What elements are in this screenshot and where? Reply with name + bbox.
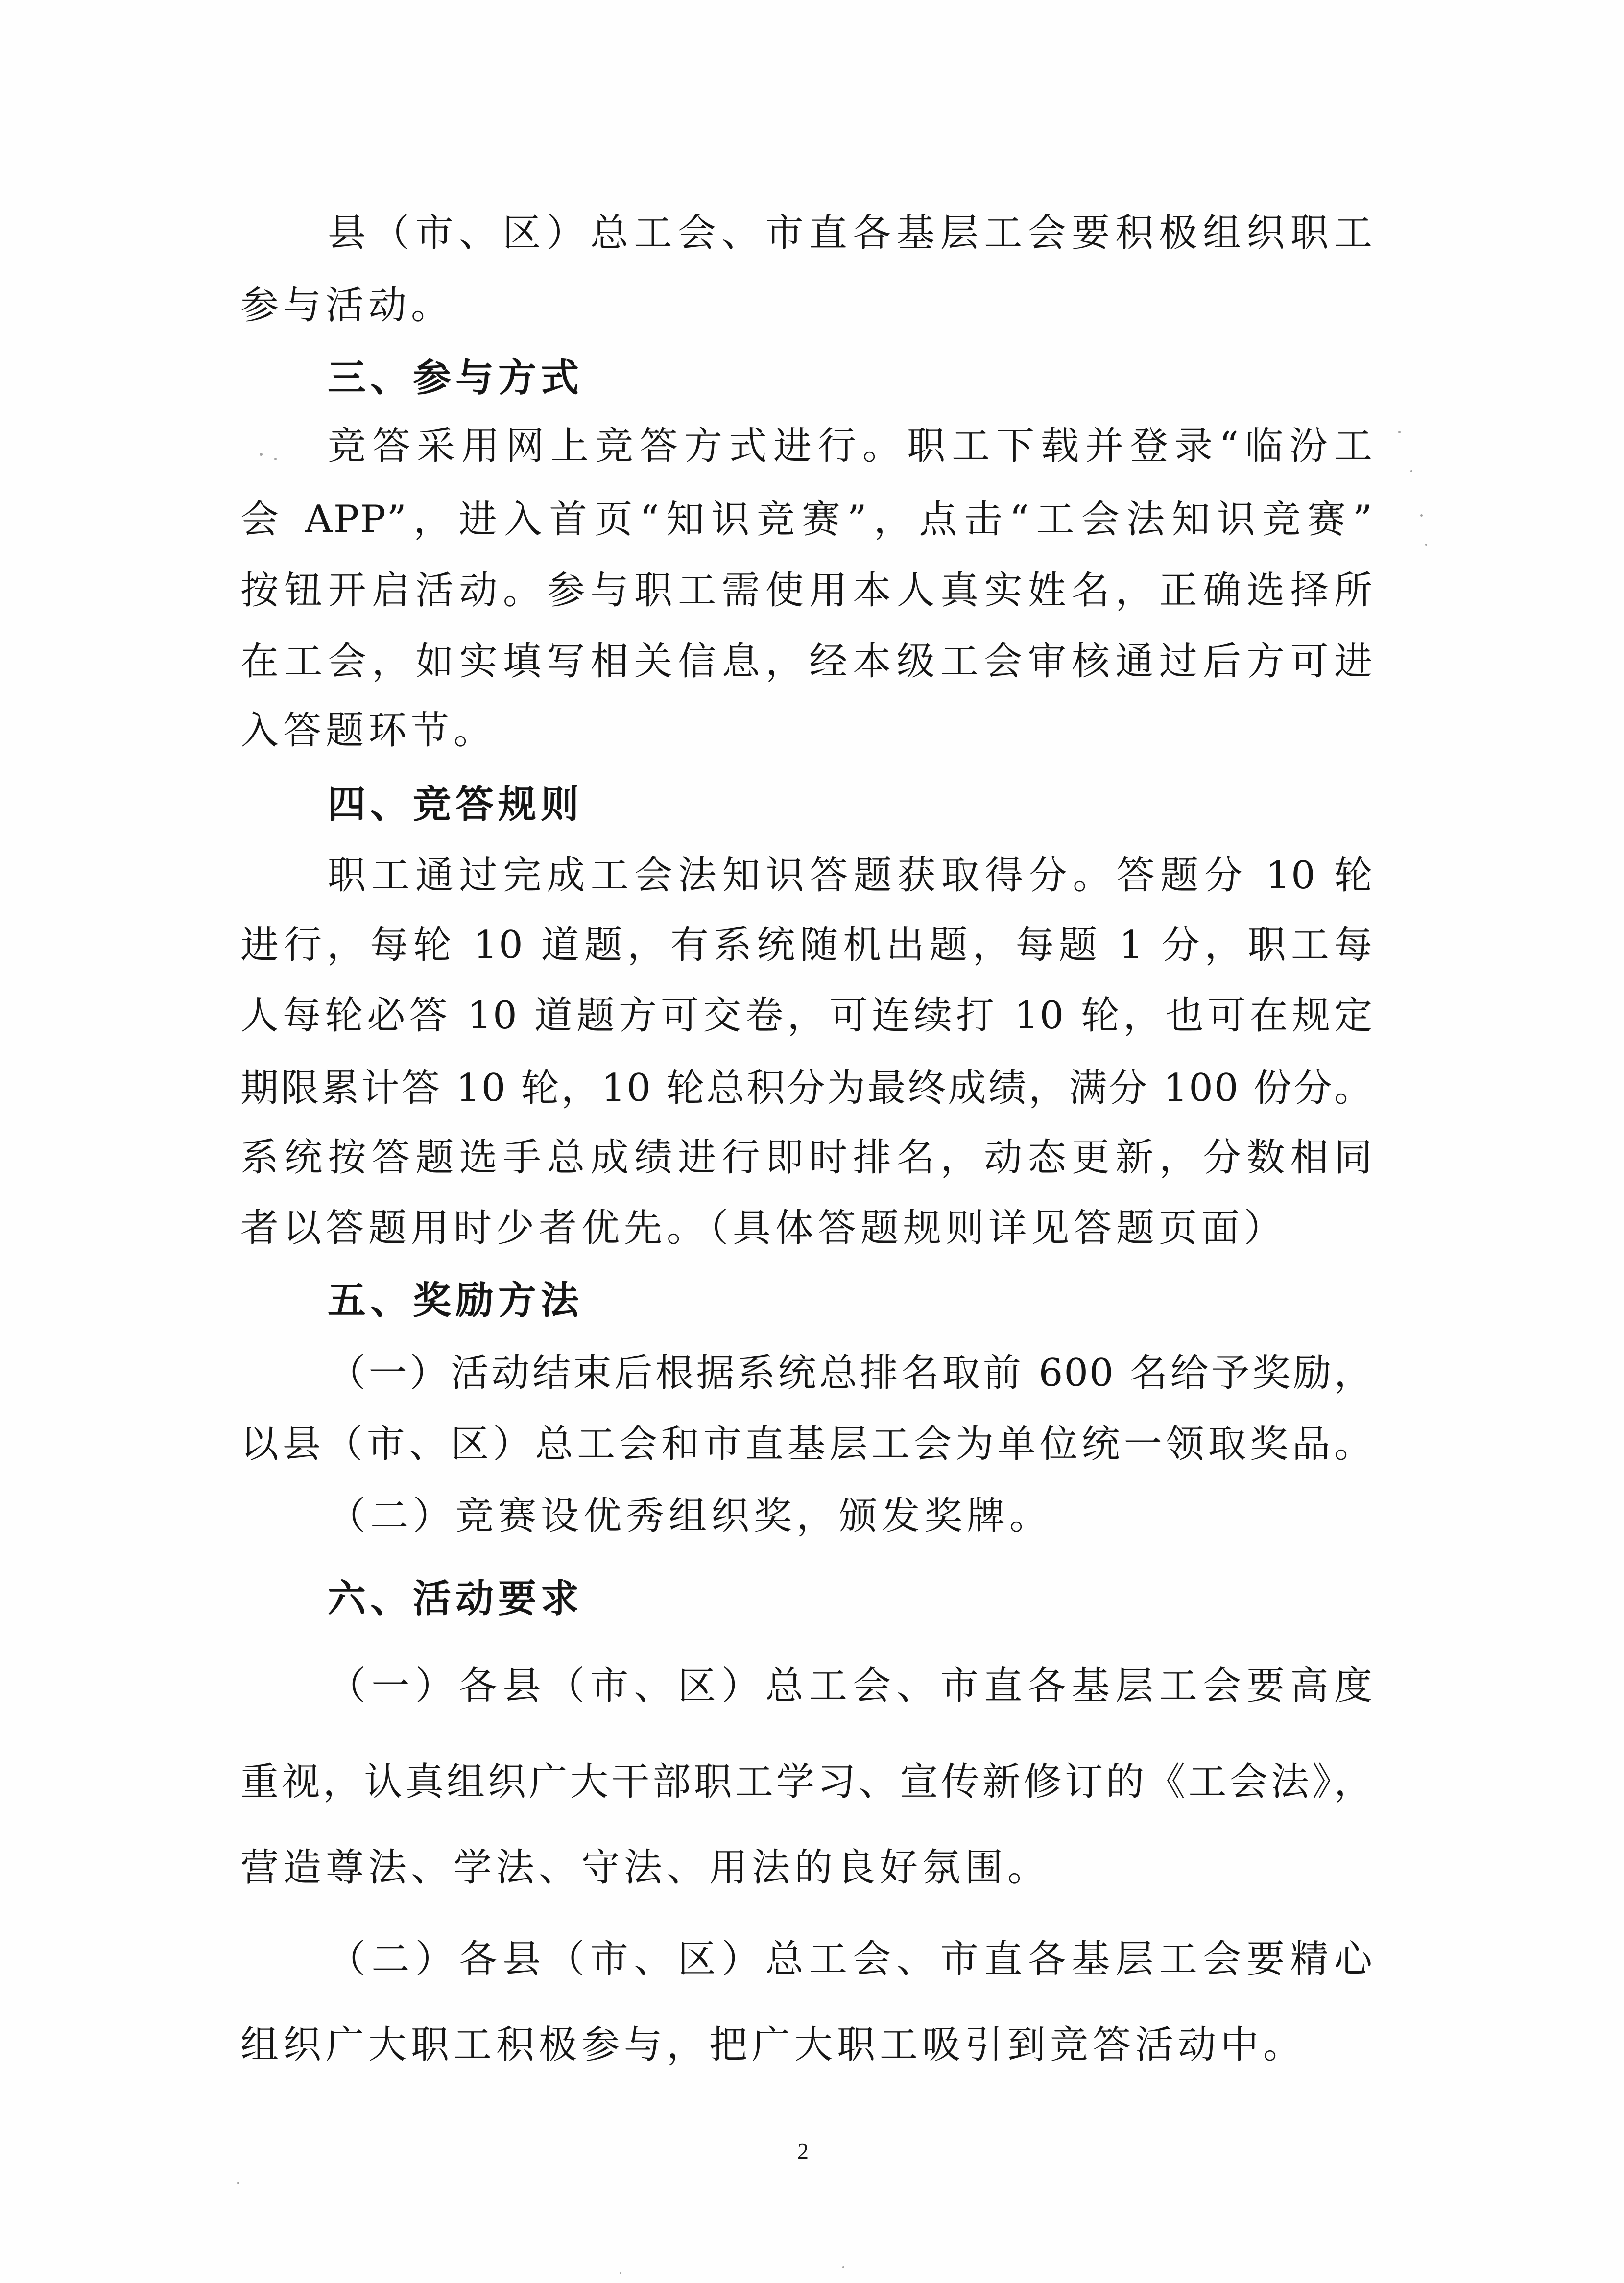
scan-speck — [1425, 544, 1427, 546]
paragraph-line: 重视，认真组织广大干部职工学习、宣传新修订的《工会法》， — [240, 1760, 1373, 1804]
paragraph-line: 参与活动。 — [240, 284, 454, 328]
paragraph-line: 按钮开启活动。参与职工需使用本人真实姓名，正确选择所 — [240, 569, 1373, 613]
page-number: 2 — [797, 2139, 809, 2164]
paragraph-line: （一）活动结束后根据系统总排名取前 600 名给予奖励， — [328, 1351, 1373, 1395]
paragraph-line: 以县（市、区）总工会和市直基层工会为单位统一领取奖品。 — [240, 1422, 1373, 1466]
paragraph-line: 人每轮必答 10 道题方可交卷，可连续打 10 轮，也可在规定 — [240, 994, 1373, 1038]
paragraph-line: 系统按答题选手总成绩进行即时排名，动态更新，分数相同 — [240, 1136, 1373, 1180]
paragraph-line: 组织广大职工积极参与，把广大职工吸引到竞答活动中。 — [240, 2023, 1306, 2067]
scan-speck — [1420, 514, 1423, 517]
paragraph-line: （二）各县（市、区）总工会、市直各基层工会要精心 — [328, 1937, 1373, 1981]
paragraph-line: 期限累计答 10 轮，10 轮总积分为最终成绩，满分 100 份分。 — [240, 1066, 1373, 1110]
paragraph-line: （二）竞赛设优秀组织奖，颁发奖牌。 — [328, 1494, 1052, 1538]
paragraph-line: 会 APP”，进入首页“知识竞赛”，点击“工会法知识竞赛” — [240, 498, 1373, 542]
paragraph-line: 者以答题用时少者优先。（具体答题规则详见答题页面） — [240, 1206, 1287, 1250]
paragraph-line: （一）各县（市、区）总工会、市直各基层工会要高度 — [328, 1664, 1373, 1708]
paragraph-line: 竞答采用网上竞答方式进行。职工下载并登录“临汾工 — [328, 424, 1373, 468]
section-heading: 五、奖励方法 — [328, 1279, 584, 1323]
paragraph-line: 县（市、区）总工会、市直各基层工会要积极组织职工 — [328, 211, 1373, 255]
paragraph-line: 职工通过完成工会法知识答题获取得分。答题分 10 轮 — [328, 854, 1373, 898]
scan-speck — [260, 453, 263, 456]
paragraph-line: 进行，每轮 10 道题，有系统随机出题，每题 1 分，职工每 — [240, 923, 1373, 967]
scan-speck — [237, 2182, 239, 2184]
scan-speck — [620, 2272, 621, 2274]
section-heading: 三、参与方式 — [328, 356, 584, 400]
section-heading: 四、竞答规则 — [328, 783, 584, 827]
scan-speck — [1398, 431, 1401, 433]
paragraph-line: 营造尊法、学法、守法、用法的良好氛围。 — [240, 1846, 1051, 1890]
section-heading: 六、活动要求 — [328, 1577, 584, 1621]
paragraph-line: 在工会，如实填写相关信息，经本级工会审核通过后方可进 — [240, 640, 1373, 684]
scan-speck — [842, 2266, 844, 2268]
paragraph-line: 入答题环节。 — [240, 709, 497, 753]
scan-speck — [274, 458, 277, 460]
scan-speck — [1410, 470, 1412, 472]
